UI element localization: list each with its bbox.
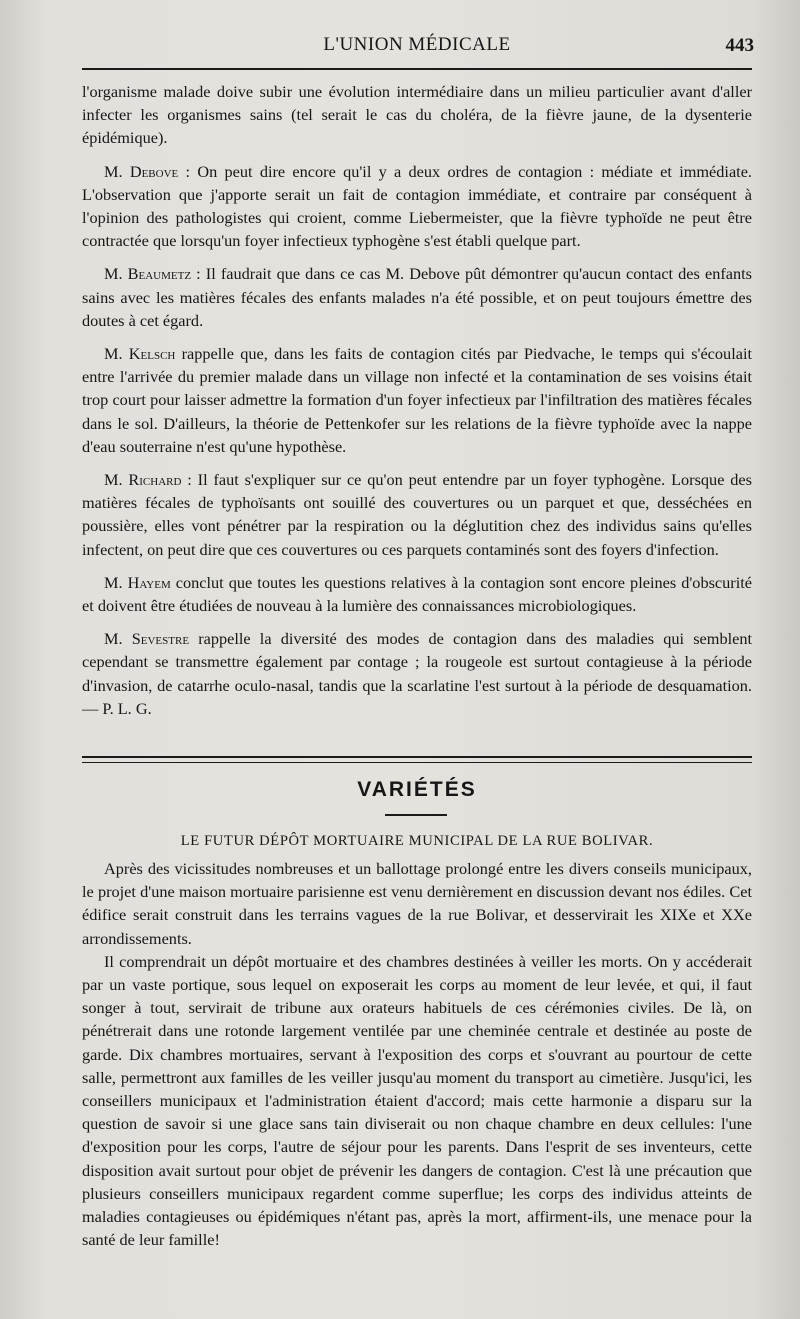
speaker-name: M. Hayem [104, 572, 171, 592]
paragraph: Après des vicissitudes nombreuses et un ballottage prolongé entre les divers conseils municipaux, le projet d'une maison mortuaire parisienne est venu dernièrement en discussion devant nos édiles. Cet édifice serait construit dans les terrains vagues de la rue Bolivar, et desservirait les XIXe et XXe arrondissements. [82, 859, 752, 948]
paragraph [82, 262, 752, 332]
article-text [82, 857, 752, 1251]
page-number: 443 [725, 35, 754, 56]
paragraph [82, 627, 752, 720]
section-title: VARIÉTÉS [357, 778, 477, 801]
header-rule [82, 68, 752, 70]
paragraph-text: l'organisme malade doive subir une évolution intermédiaire dans un milieu particulier avant d'aller infecter les organismes sains (tel serait le cas du choléra, de la fièvre jaune, de la dysenterie épidémique). [82, 82, 752, 148]
discussion-text [82, 80, 752, 730]
paragraph [82, 571, 752, 617]
section-divider [82, 756, 752, 763]
paragraph [82, 468, 752, 561]
speaker-name: M. Debove : [104, 161, 191, 181]
speaker-name: M. Sevestre [104, 629, 190, 649]
paragraph: Il comprendrait un dépôt mortuaire et des chambres destinées à veiller les morts. On y accéderait par un vaste portique, sous lequel on exposerait les corps au moment de leur levée, et qui, il faut songer à tout, servirait de tribune aux orateurs habituels de ces cérémonies civiles. De là, on pénétrerait dans une rotonde largement ventilée par une cheminée centrale et destinée au poste de garde. Dix chambres mortuaires, servant à l'exposition des corps et s'ouvrant au pourtour de cette salle, permettront aux familles de les veiller jusqu'au moment du transport au cimetière. Jusqu'ici, les conseillers municipaux et l'administration étaient d'accord; mais cette harmonie a disparu sur la question de savoir si une glace sans tain diviserait ou non chaque chambre en deux cellules: l'une d'exposition pour les corps, l'autre de séjour pour les parents. Dans l'esprit de ses inventeurs, cette disposition avait surtout pour objet de prévenir les dangers de contagion. C'est là une précaution que plusieurs conseillers municipaux regardent comme superflue; les corps des individus atteints de maladies contagieuses ou épidémiques n'étant pas, après la mort, affirment-ils, une menace pour la santé de leur famille! [82, 951, 752, 1250]
paragraph [82, 342, 752, 458]
title-underline [385, 814, 447, 816]
paragraph [82, 160, 752, 253]
running-title: L'UNION MÉDICALE [323, 34, 511, 55]
speaker-name: M. Beaumetz : [104, 264, 201, 284]
page-header [82, 34, 752, 60]
paragraph-text: Il faudrait que dans ce cas M. Debove pût démontrer qu'aucun contact des enfants sains avec les matières fécales des enfants malades n'a été possible, et on peut toujours émettre des doutes à cet égard. [82, 264, 752, 330]
speaker-name: M. Richard : [104, 470, 192, 490]
paragraph-text: On peut dire encore qu'il y a deux ordres de contagion : médiate et immédiate. L'observation que j'apporte serait un fait de contagion immédiate, et contraire par conséquent à l'opinion des pathologistes qui croient, comme Liebermeister, que la fièvre typhoïde ne peut être contractée que lorsqu'un foyer infectieux typhogène s'est établi quelque part. [82, 161, 752, 251]
paragraph-text: Il faut s'expliquer sur ce qu'on peut entendre par un foyer typhogène. Lorsque des matières fécales de typhoïsants ont souillé des couvertures ou un parquet et que, desséchées en poussière, elles vont pénétrer par la respiration ou la déglutition chez des individus sains qu'elles infectent, on peut dire que ces couvertures ou ces parquets contaminés sont des foyers d'infection. [82, 470, 752, 559]
paragraph-text: rappelle que, dans les faits de contagion cités par Piedvache, le temps qui s'écoulait entre l'arrivée du premier malade dans un village non infecté et la contamination de ses voisins était trop court pour laisser admettre la formation d'un foyer infectieux par l'infiltration des matières fécales dans le sol. D'ailleurs, la théorie de Pettenkofer sur les relations de la fièvre typhoïde avec la nappe d'eau souterraine n'est qu'une hypothèse. [82, 344, 752, 456]
speaker-name: M. Kelsch [104, 344, 176, 364]
paragraph-text: rappelle la diversité des modes de contagion dans des maladies qui semblent cependant se transmettre également par contage ; la rougeole est surtout contagieuse à la période d'invasion, de catarrhe oculo-nasal, tandis que la scarlatine l'est surtout à la période de desquamation. — P. L. G. [82, 629, 752, 718]
article-title: LE FUTUR DÉPÔT MORTUAIRE MUNICIPAL DE LA RUE BOLIVAR. [180, 833, 654, 849]
paragraph [82, 80, 752, 150]
paragraph-text: conclut que toutes les questions relatives à la contagion sont encore pleines d'obscurité et doivent être étudiées de nouveau à la lumière des connaissances microbiologiques. [82, 572, 752, 616]
